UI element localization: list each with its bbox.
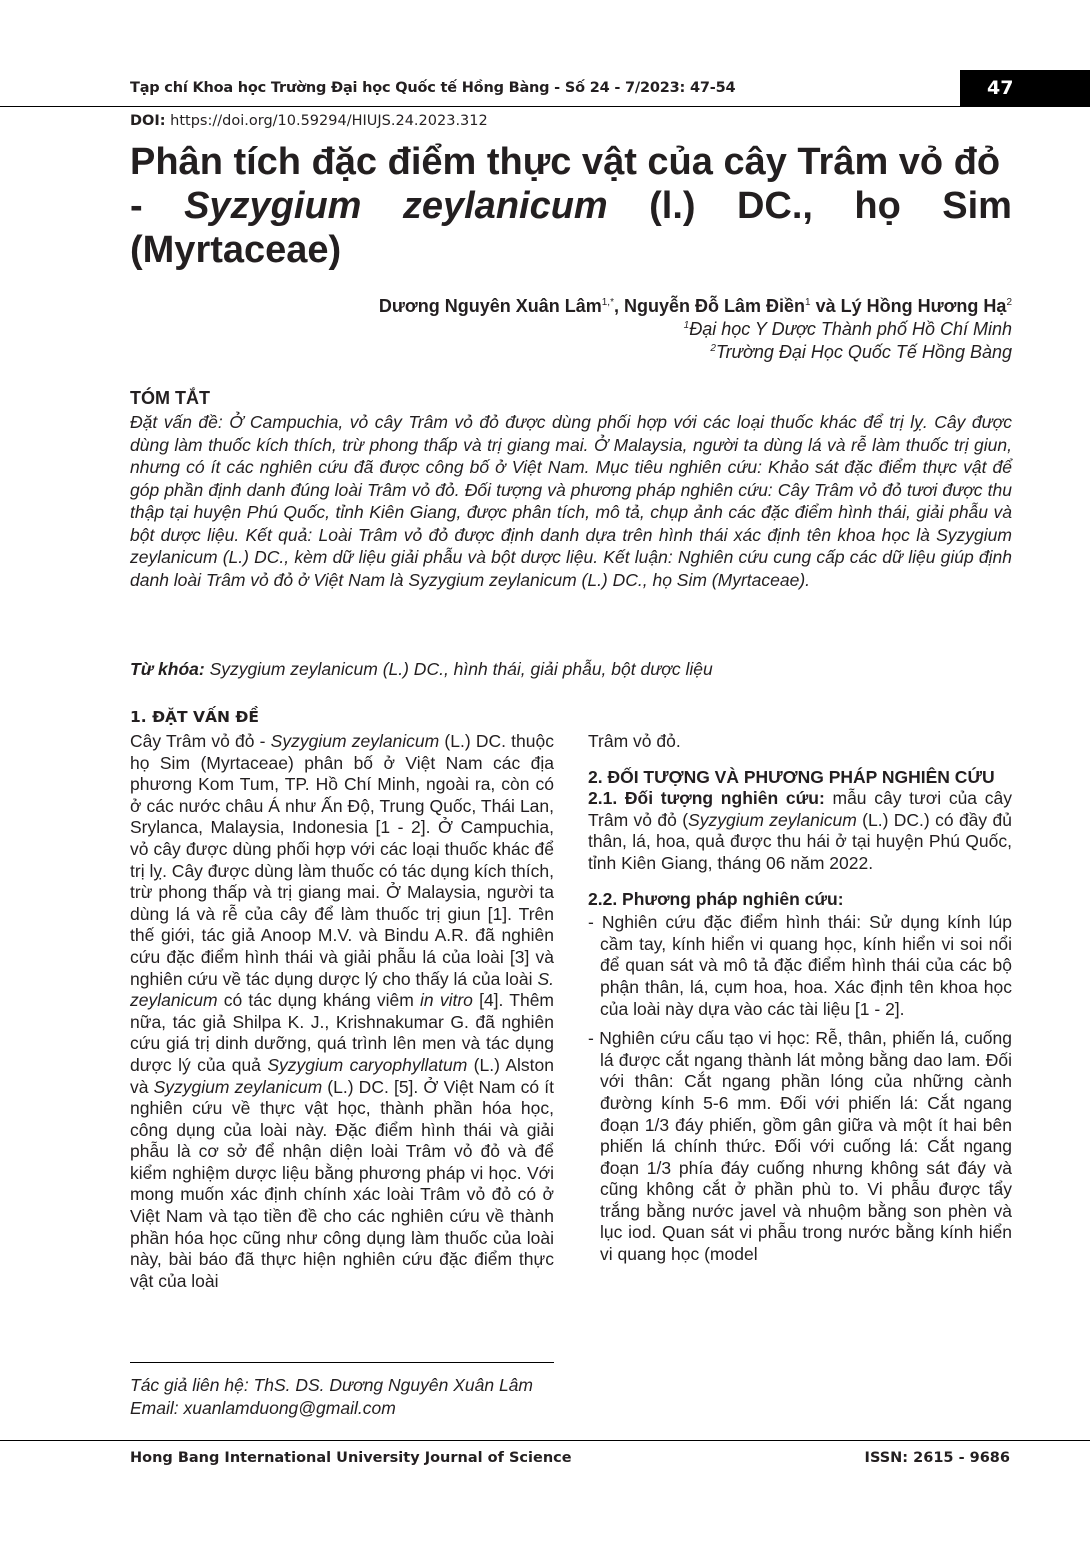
author-3: và Lý Hồng Hương Hạ	[810, 296, 1007, 316]
left-column	[130, 731, 554, 1292]
author-2: , Nguyễn Đỗ Lâm Điền	[613, 296, 806, 316]
affiliation-1	[684, 319, 1012, 340]
author-2-sup: 1	[805, 297, 811, 308]
title-dash: -	[130, 185, 143, 227]
keywords-text: Syzygium zeylanicum (L.) DC., hình thái, giải phẫu, bột dược liệu	[204, 659, 713, 679]
title-genus: Syzygium	[184, 185, 362, 227]
section-2-2-heading: 2.2. Phương pháp nghiên cứu:	[588, 888, 844, 909]
title-author-abbr: (l.)	[649, 185, 696, 227]
footer-rule	[0, 1440, 1090, 1441]
paper-title	[130, 140, 1012, 272]
method-bullet-2: - Nghiên cứu cấu tạo vi học: Rễ, thân, phiến lá, cuống lá được cắt ngang thành lát mỏng bằng dao lam. Đối với thân: Cắt ngang phần lóng của những cành đường kính 5-6 mm. Đối với phiến lá: Cắt ngang đoạn 1/3 đáy phiến, gồm gân giữa và một ít hai bên phiến lá chính thức. Đối với cuống lá: Cắt ngang đoạn 1/3 phía đáy cuống nhưng không sát đáy và cũng không cắt ở phần phù to. Vi phẫu được tẩy trắng bằng nước javel và nhuộm bằng son phèn và lục iod. Quan sát vi phẫu trong nước bằng kính hiển vi quang học (model	[588, 1028, 1012, 1265]
aff-2-sup: 2	[710, 343, 716, 354]
footer-journal: Hong Bang International University Journal of Science	[130, 1450, 572, 1466]
title-dc: DC.,	[736, 185, 813, 227]
section-1-heading: 1. ĐẶT VẤN ĐỀ	[130, 708, 259, 726]
author-1: Dương Nguyên Xuân Lâm	[378, 296, 602, 316]
footnote-contact: Tác giả liên hệ: ThS. DS. Dương Nguyên Xuân Lâm	[130, 1375, 533, 1395]
footer-issn: ISSN: 2615 - 9686	[864, 1450, 1010, 1466]
author-list	[379, 296, 1012, 317]
keywords-label: Từ khóa:	[130, 659, 205, 679]
section-1-paragraph: Cây Trâm vỏ đỏ - Syzygium zeylanicum (L.) DC. thuộc họ Sim (Myrtaceae) phân bố ở Việt Nam các địa phương Kom Tum, TP. Hồ Chí Minh, ngoài ra, còn có ở các nước châu Á như Ấn Độ, Trung Quốc, Thái Lan, Srylanca, Malaysia, Indonesia [1 - 2]. Ở Campuchia, vỏ cây được dùng phối hợp với các loại thuốc khác để trị lỵ. Cây được dùng làm thuốc có tác dụng kích thích, trừ phong thấp và trị giang mai. Ở Malaysia, người ta dùng lá và rễ của cây để làm thuốc trị giun [1]. Trên thế giới, tác giả Anoop M.V. và Bindu A.R. đã nghiên cứu đặc điểm hình thái và giải phẫu lá của loài [3] và nghiên cứu về tác dụng dược lý cho thấy lá của loài S. zeylanicum có tác dụng kháng viêm in vitro [4]. Thêm nữa, tác giả Shilpa K. J., Krishnakumar G. đã nghiên cứu giá trị dinh dưỡng, quá trình lên men và tác dụng dược lý của quả Syzygium caryophyllatum (L.) Alston và Syzygium zeylanicum (L.) DC. [5]. Ở Việt Nam có ít nghiên cứu về thực vật học, thành phần hóa học, công dụng của loài này. Đặc điểm hình thái và giải phẫu là cơ sở để nhận diện loài Trâm vỏ đỏ và để kiểm nghiệm dược liệu bằng phương pháp vi học. Với mong muốn xác định chính xác loài Trâm vỏ đỏ có ở Việt Nam và tạo tiền đề cho các nghiên cứu về thành phần hóa học cũng như công dụng làm thuốc của loài này, bài báo đã thực hiện nghiên cứu đặc điểm thực vật của loài	[130, 731, 555, 1291]
footnote-rule	[130, 1362, 554, 1363]
method-bullet-1: - Nghiên cứu đặc điểm hình thái: Sử dụng kính lúp cầm tay, kính hiển vi quang học, kính hiển vi soi nổi để quan sát và mô tả đặc điểm hình thái của các bộ phận thân, lá, cụm hoa, hoa. Xác định tên khoa học của loài này dựa vào các tài liệu [1 - 2].	[588, 912, 1012, 1019]
affiliation-2	[710, 342, 1012, 363]
section-2-heading: 2. ĐỐI TƯỢNG VÀ PHƯƠNG PHÁP NGHIÊN CỨU	[588, 766, 995, 787]
aff-1-sup: 1	[683, 320, 690, 331]
right-column	[588, 731, 1012, 1266]
section-1-continuation: Trâm vỏ đỏ.	[588, 731, 681, 751]
title-sim: Sim	[942, 185, 1012, 227]
aff-2-text: Trường Đại Học Quốc Tế Hồng Bàng	[715, 342, 1012, 362]
page-number: 47	[960, 70, 1090, 106]
title-line-3: (Myrtaceae)	[130, 229, 342, 271]
journal-header: Tạp chí Khoa học Trường Đại học Quốc tế Hồng Bàng - Số 24 - 7/2023: 47-54	[130, 80, 736, 96]
section-2-1: 2.1. Đối tượng nghiên cứu: mẫu cây tươi của cây Trâm vỏ đỏ (Syzygium zeylanicum (L.) DC.) có đầy đủ thân, lá, hoa, quả được thu hái ở tại huyện Phú Quốc, tỉnh Kiên Giang, tháng 06 năm 2022.	[588, 788, 1012, 873]
footnote-email: Email: xuanlamduong@gmail.com	[130, 1398, 396, 1418]
keywords	[130, 659, 1012, 680]
author-1-sup: 1,*	[601, 297, 614, 308]
title-line-2	[130, 184, 1012, 228]
title-ho: họ	[854, 185, 901, 227]
abstract-heading: TÓM TẮT	[130, 388, 210, 408]
doi-link[interactable]: https://doi.org/10.59294/HIUJS.24.2023.312	[170, 113, 488, 129]
aff-1-text: Đại học Y Dược Thành phố Hồ Chí Minh	[689, 319, 1012, 339]
header-rule	[0, 106, 1090, 107]
title-species: zeylanicum	[402, 185, 608, 227]
doi-line	[130, 113, 488, 129]
doi-label: DOI:	[130, 113, 166, 129]
author-3-sup: 2	[1006, 297, 1012, 308]
abstract-body: Đặt vấn đề: Ở Campuchia, vỏ cây Trâm vỏ đỏ được dùng phối hợp với các loại thuốc khác để trị lỵ. Cây được dùng làm thuốc kích thích, trừ phong thấp và trị giang mai. Ở Malaysia, người ta dùng lá và rễ làm thuốc trị giun, nhưng có ít các nghiên cứu đã được công bố ở Việt Nam. Mục tiêu nghiên cứu: Khảo sát đặc điểm thực vật để góp phần định danh đúng loài Trâm vỏ đỏ. Đối tượng và phương pháp nghiên cứu: Cây Trâm vỏ đỏ tươi được thu thập tại huyện Phú Quốc, tỉnh Kiên Giang, được phân tích, mô tả, chụp ảnh các đặc điểm hình thái, giải phẫu và bột dược liệu. Kết quả: Loài Trâm vỏ đỏ được định danh dựa trên hình thái xác định tên khoa học là Syzygium zeylanicum (L.) DC., kèm dữ liệu giải phẫu và bột dược liệu. Kết luận: Nghiên cứu cung cấp các dữ liệu giúp định danh loài Trâm vỏ đỏ ở Việt Nam là Syzygium zeylanicum (L.) DC., họ Sim (Myrtaceae).	[130, 412, 1012, 590]
title-line-1: Phân tích đặc điểm thực vật của cây Trâm vỏ đỏ	[130, 141, 1001, 183]
